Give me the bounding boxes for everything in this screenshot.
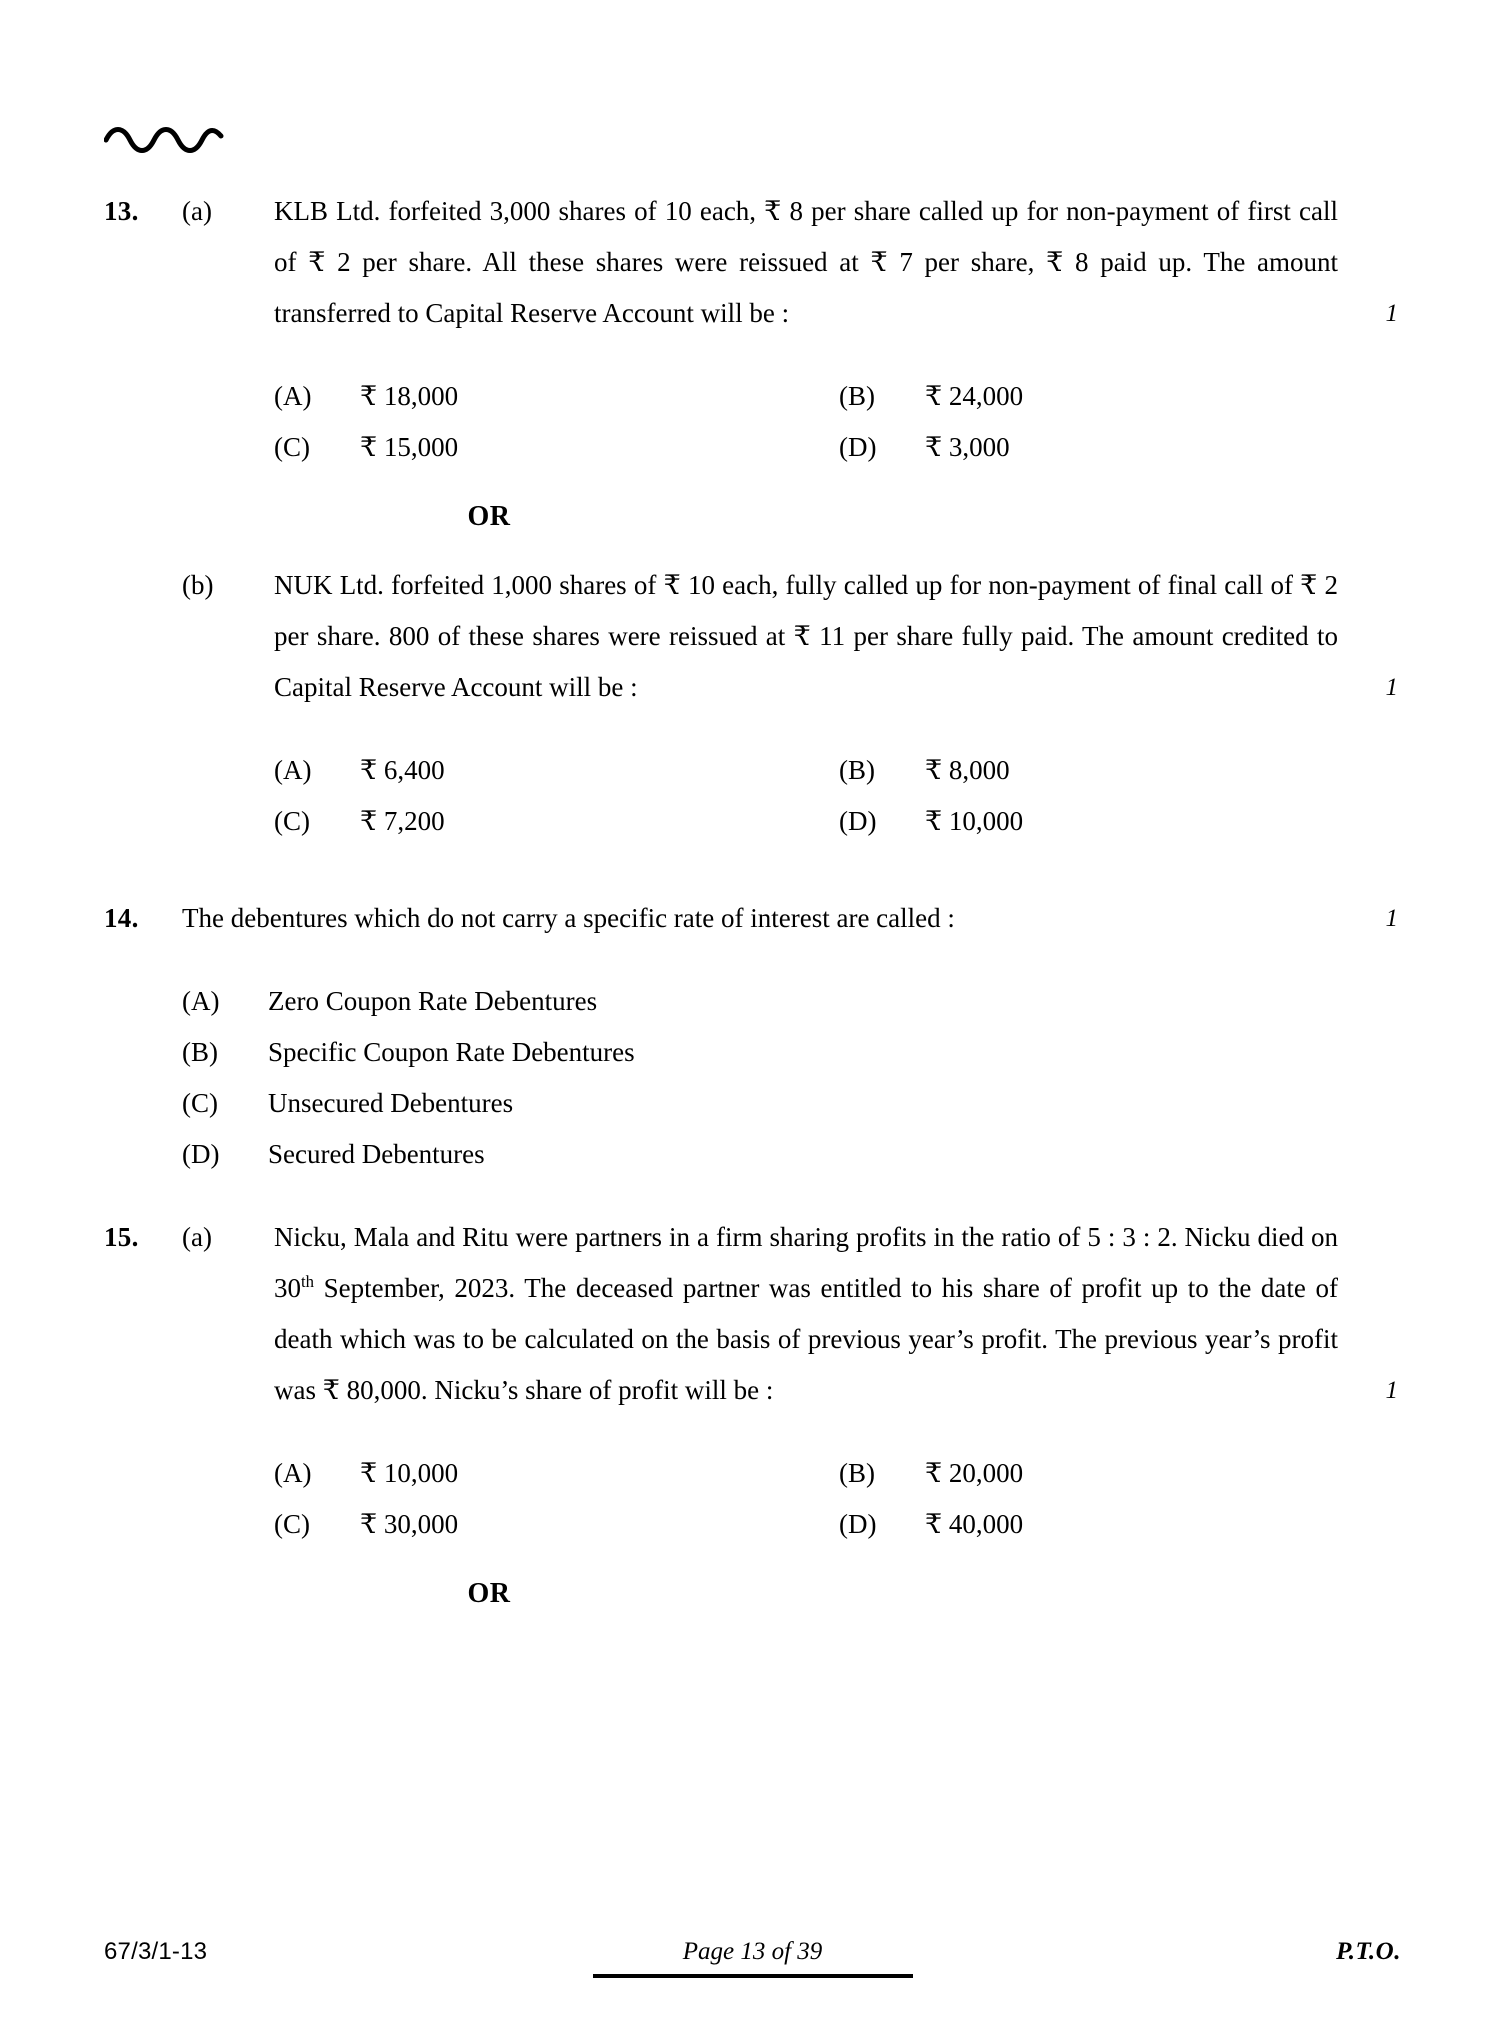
option-13b-C-key: (C) xyxy=(274,806,310,836)
option-15a-A-key: (A) xyxy=(274,1458,312,1488)
option-13a-A[interactable] xyxy=(274,371,839,422)
page-number-wrapper xyxy=(104,1938,1401,1978)
option-14-A-key: (A) xyxy=(182,986,220,1016)
question-13a-marks: 1 xyxy=(1385,300,1398,327)
option-13a-C-value: ₹ 15,000 xyxy=(360,432,459,462)
option-13b-B-value: ₹ 8,000 xyxy=(925,755,1010,785)
option-14-C[interactable] xyxy=(182,1078,1404,1129)
option-13b-B[interactable] xyxy=(839,745,1404,796)
option-15a-B-value: ₹ 20,000 xyxy=(925,1458,1024,1488)
question-15-part-a-label: (a) xyxy=(182,1222,212,1252)
option-13b-B-key: (B) xyxy=(839,755,875,785)
option-15a-B[interactable] xyxy=(839,1448,1404,1499)
option-13b-A[interactable] xyxy=(274,745,839,796)
question-15a-ordinal-suffix: th xyxy=(301,1272,315,1291)
pto-label: P.T.O. xyxy=(1336,1938,1401,1965)
question-15a-text-before: Nicku, Mala and Ritu were partners in a firm sharing profits in the ratio of 5 : 3 : 2. Nicku died on 30 xyxy=(274,1222,1338,1303)
option-15a-D-key: (D) xyxy=(839,1509,877,1539)
question-13-part-a-label: (a) xyxy=(182,196,212,226)
option-15a-B-key: (B) xyxy=(839,1458,875,1488)
option-13a-D[interactable] xyxy=(839,422,1404,473)
paper-code: 67/3/1-13 xyxy=(104,1938,208,1965)
question-number-14: 14. xyxy=(104,903,139,933)
question-13b-text: NUK Ltd. forfeited 1,000 shares of ₹ 10 each, fully called up for non-payment of final call of ₹ 2 per share. 800 of these shares were reissued at ₹ 11 per share fully paid. The amount credited to Capital Reserve Account will be : xyxy=(274,570,1338,702)
question-15a-marks: 1 xyxy=(1385,1377,1398,1404)
question-13a-options xyxy=(274,371,1404,473)
option-13a-A-value: ₹ 18,000 xyxy=(360,381,459,411)
option-13a-D-value: ₹ 3,000 xyxy=(925,432,1010,462)
option-14-A-value: Zero Coupon Rate Debentures xyxy=(268,986,598,1016)
question-13b xyxy=(104,560,1404,713)
option-15a-C[interactable] xyxy=(274,1499,839,1550)
question-13-part-b-label: (b) xyxy=(182,570,214,600)
or-separator-15: OR xyxy=(467,1578,511,1609)
question-14-text: The debentures which do not carry a specific rate of interest are called : xyxy=(182,903,955,933)
or-separator-13: OR xyxy=(467,501,511,532)
question-content xyxy=(104,186,1404,1619)
option-14-C-value: Unsecured Debentures xyxy=(268,1088,514,1118)
question-13a xyxy=(104,186,1404,339)
page-number: Page 13 of 39 xyxy=(593,1938,913,1978)
question-13a-text: KLB Ltd. forfeited 3,000 shares of 10 each, ₹ 8 per share called up for non-payment of first call of ₹ 2 per share. All these shares were reissued at ₹ 7 per share, ₹ 8 paid up. The amount transferred to Capital Reserve Account will be : xyxy=(274,196,1338,328)
option-15a-D-value: ₹ 40,000 xyxy=(925,1509,1024,1539)
option-14-B[interactable] xyxy=(182,1027,1404,1078)
question-14 xyxy=(104,893,1404,944)
option-14-D-key: (D) xyxy=(182,1139,220,1169)
option-13b-A-key: (A) xyxy=(274,755,312,785)
option-13b-D[interactable] xyxy=(839,796,1404,847)
option-14-A[interactable] xyxy=(182,976,1404,1027)
option-14-D-value: Secured Debentures xyxy=(268,1139,485,1169)
option-14-C-key: (C) xyxy=(182,1088,218,1118)
question-14-options xyxy=(182,976,1404,1180)
option-13b-C[interactable] xyxy=(274,796,839,847)
option-13a-B[interactable] xyxy=(839,371,1404,422)
option-15a-A-value: ₹ 10,000 xyxy=(360,1458,459,1488)
question-15a-text xyxy=(274,1212,1338,1416)
page-footer xyxy=(104,1938,1401,1966)
question-number-13: 13. xyxy=(104,196,139,226)
option-15a-C-key: (C) xyxy=(274,1509,310,1539)
option-13a-C[interactable] xyxy=(274,422,839,473)
option-14-B-key: (B) xyxy=(182,1037,218,1067)
option-13a-A-key: (A) xyxy=(274,381,312,411)
option-15a-A[interactable] xyxy=(274,1448,839,1499)
question-15a xyxy=(104,1212,1404,1416)
option-13b-A-value: ₹ 6,400 xyxy=(360,755,445,785)
option-14-D[interactable] xyxy=(182,1129,1404,1180)
squiggle-decoration-icon xyxy=(104,124,224,158)
question-13b-marks: 1 xyxy=(1385,674,1398,701)
option-13a-B-value: ₹ 24,000 xyxy=(925,381,1024,411)
question-15a-text-after: September, 2023. The deceased partner was entitled to his share of profit up to the date of death which was to be calculated on the basis of previous year’s profit. The previous year’s profit was ₹ 80,000. Nicku’s share of profit will be : xyxy=(274,1273,1338,1405)
option-13b-D-value: ₹ 10,000 xyxy=(925,806,1024,836)
option-13b-D-key: (D) xyxy=(839,806,877,836)
option-13b-C-value: ₹ 7,200 xyxy=(360,806,445,836)
question-15a-options xyxy=(274,1448,1404,1550)
question-13b-options xyxy=(274,745,1404,847)
option-13a-D-key: (D) xyxy=(839,432,877,462)
option-15a-D[interactable] xyxy=(839,1499,1404,1550)
option-15a-C-value: ₹ 30,000 xyxy=(360,1509,459,1539)
option-13a-B-key: (B) xyxy=(839,381,875,411)
option-14-B-value: Specific Coupon Rate Debentures xyxy=(268,1037,635,1067)
option-13a-C-key: (C) xyxy=(274,432,310,462)
question-number-15: 15. xyxy=(104,1222,139,1252)
question-14-marks: 1 xyxy=(1385,905,1398,932)
